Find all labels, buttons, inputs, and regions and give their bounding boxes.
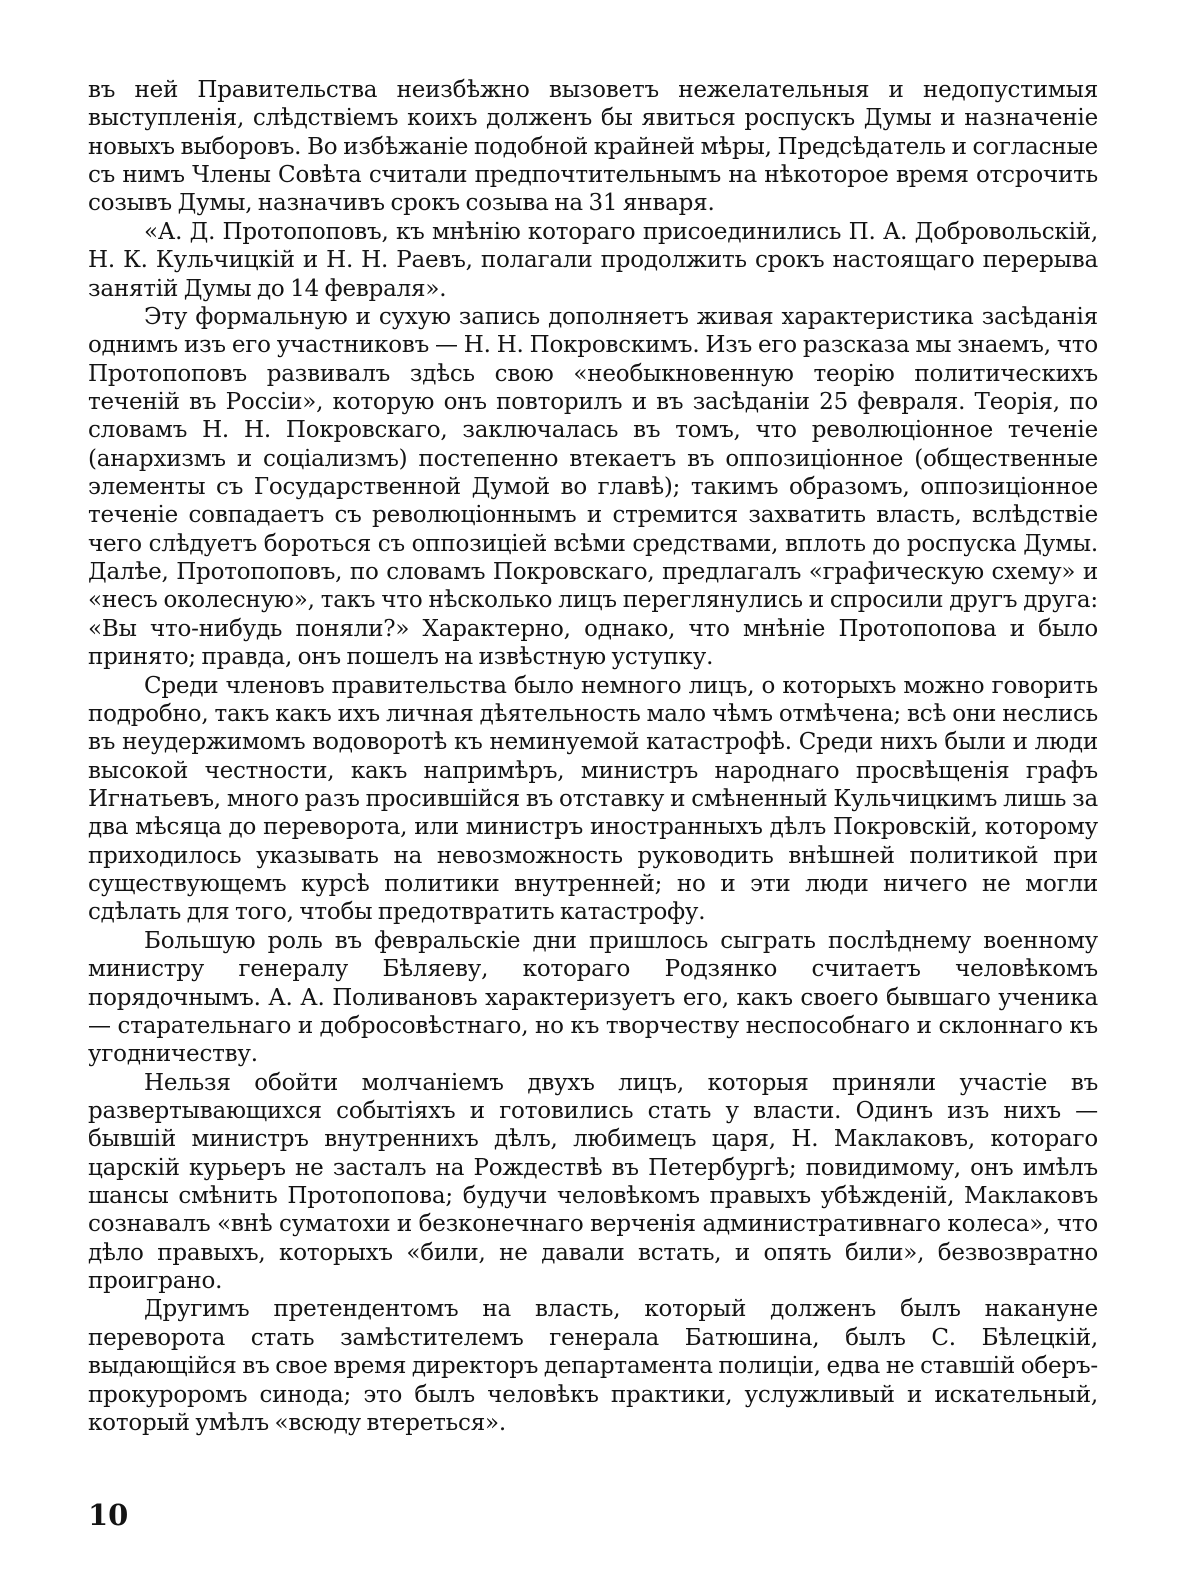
paragraph-3: Эту формальную и сухую запись дополняетъ живая характеристика засѣданія однимъ изъ его участниковъ — Н. Н. Покровскимъ. Изъ его разсказа мы знаемъ, что Протопоповъ развивалъ здѣсь свою «необыкновенную теорію политическихъ теченій въ Россіи», которую онъ повторилъ и въ засѣданіи 25 февраля. Теорія, по словамъ Н. Н. Покровскаго, заключалась въ томъ, что революціонное теченіе (анархизмъ и соціализмъ) постепенно втекаетъ въ оппозиціонное (общественные элементы съ Государственной Думой во главѣ); такимъ образомъ, оппозиціонное теченіе совпадаетъ съ революціоннымъ и стремится захватить власть, вслѣдствіе чего слѣдуетъ бороться съ оппозиціей всѣми средствами, вплоть до роспуска Думы. Далѣе, Протопоповъ, по словамъ Покровскаго, предлагалъ «графическую схему» и «несъ околесную», такъ что нѣсколько лицъ переглянулись и спросили другъ друга: «Вы что-нибудь поняли?» Характерно, однако, что мнѣніе Протопопова и было принято; правда, онъ пошелъ на извѣстную уступку.: [88, 303, 1098, 671]
page-number: 10: [88, 1498, 129, 1532]
paragraph-1: въ ней Правительства неизбѣжно вызоветъ нежелательныя и недопустимыя выступленія, слѣдствіемъ коихъ долженъ бы явиться роспускъ Думы и назначеніе новыхъ выборовъ. Во избѣжаніе подобной крайней мѣры, Предсѣдатель и согласные съ нимъ Члены Совѣта считали предпочтительнымъ на нѣкоторое время отсрочить созывъ Думы, назначивъ срокъ созыва на 31 января.: [88, 77, 1098, 217]
paragraph-5: Большую роль въ февральскіе дни пришлось сыграть послѣднему военному министру генералу Бѣляеву, котораго Родзянко считаетъ человѣкомъ порядочнымъ. А. А. Поливановъ характеризуетъ его, какъ своего бывшаго ученика — старательнаго и добросовѣстнаго, но къ творчеству неспособнаго и склоннаго къ угодничеству.: [88, 927, 1098, 1068]
paragraph-4: Среди членовъ правительства было немного лицъ, о которыхъ можно говорить подробно, такъ какъ ихъ личная дѣятельность мало чѣмъ отмѣчена; всѣ они неслись въ неудержимомъ водоворотѣ къ неминуемой катастрофѣ. Среди нихъ были и люди высокой честности, какъ напримѣръ, министръ народнаго просвѣщенія графъ Игнатьевъ, много разъ просившійся въ отставку и смѣненный Кульчицкимъ лишь за два мѣсяца до переворота, или министръ иностранныхъ дѣлъ Покровскій, которому приходилось указывать на невозможность руководить внѣшней политикой при существующемъ курсѣ политики внутренней; но и эти люди ничего не могли сдѣлать для того, чтобы предотвратить катастрофу.: [88, 672, 1098, 926]
paragraph-2: «А. Д. Протопоповъ, къ мнѣнію котораго присоединились П. А. Добровольскій, Н. К. Кульчицкій и Н. Н. Раевъ, полагали продолжить срокъ настоящаго перерыва занятій Думы до 14 февраля».: [88, 218, 1098, 302]
body-text: [88, 76, 1098, 1437]
paragraph-6: Нельзя обойти молчаніемъ двухъ лицъ, которыя приняли участіе въ развертывающихся событіяхъ и готовились стать у власти. Одинъ изъ нихъ — бывшій министръ внутреннихъ дѣлъ, любимецъ царя, Н. Маклаковъ, котораго царскій курьеръ не засталъ на Рождествѣ въ Петербургѣ; повидимому, онъ имѣлъ шансы смѣнить Протопопова; будучи человѣкомъ правыхъ убѣжденій, Маклаковъ сознавалъ «внѣ суматохи и безконечнаго верченія административнаго колеса», что дѣло правыхъ, которыхъ «били, не давали встать, и опять били», безвозвратно проиграно.: [88, 1069, 1098, 1295]
paragraph-7: Другимъ претендентомъ на власть, который долженъ былъ накануне переворота стать замѣстителемъ генерала Батюшина, былъ С. Бѣлецкій, выдающійся въ свое время директоръ департамента полиціи, едва не ставшій оберъ-прокуроромъ синода; это былъ человѣкъ практики, услужливый и искательный, который умѣлъ «всюду втереться».: [88, 1296, 1098, 1436]
